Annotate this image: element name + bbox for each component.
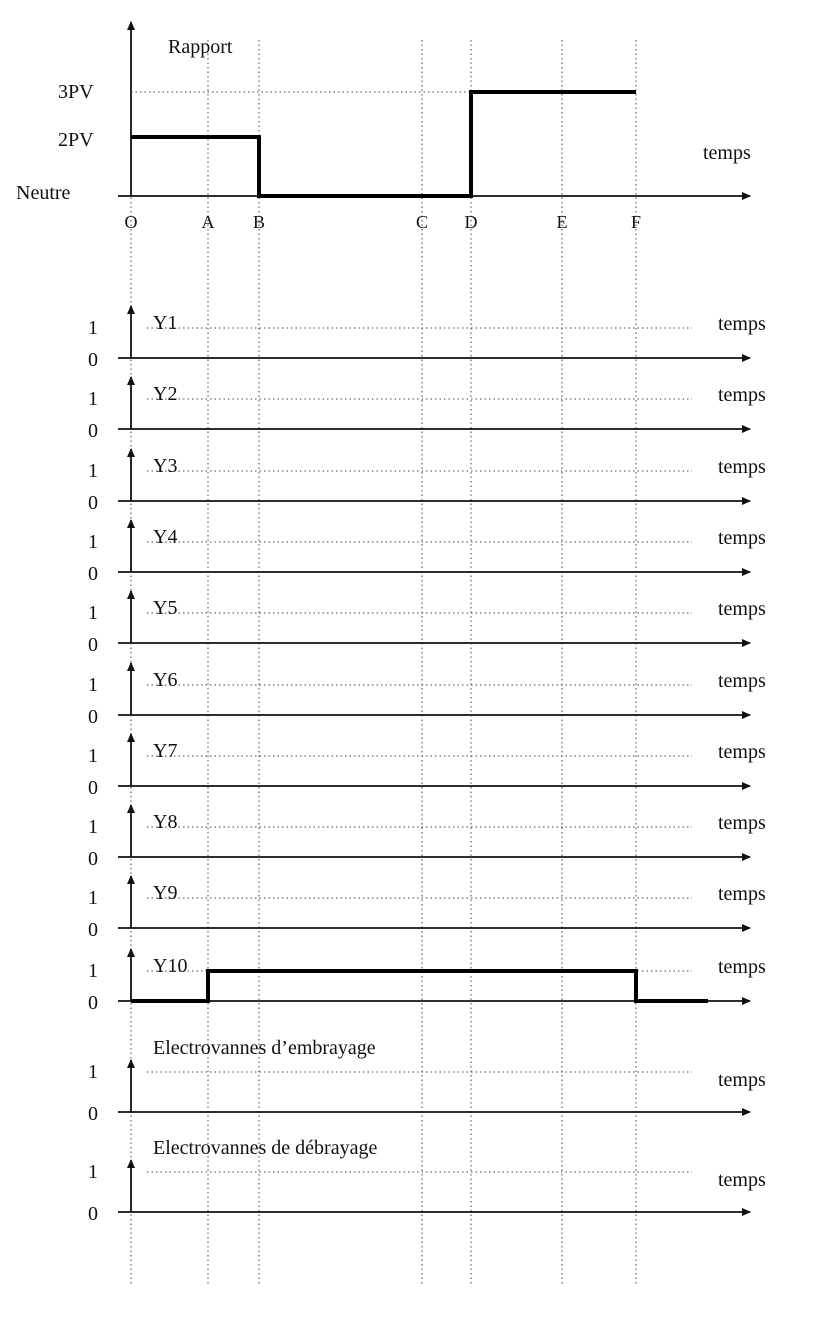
row-1-high-value: 1	[88, 317, 98, 339]
time-mark-B: B	[252, 212, 266, 232]
rapport-signal	[131, 92, 636, 196]
row-11	[88, 1037, 766, 1125]
row-3-high-value: 1	[88, 460, 98, 482]
row-10	[88, 949, 766, 1014]
row-5-high-value: 1	[88, 602, 98, 624]
row-5-axis-label: temps	[718, 598, 766, 620]
row-1-low-value: 0	[88, 349, 98, 371]
row-11-label: Electrovannes d’embrayage	[153, 1037, 376, 1059]
row-12-axis-label: temps	[718, 1169, 766, 1191]
row-3-low-value: 0	[88, 492, 98, 514]
time-mark-C: C	[415, 212, 429, 232]
time-mark-F: F	[630, 212, 642, 232]
row-10-axis-label: temps	[718, 956, 766, 978]
row-7-label: Y7	[153, 740, 178, 762]
level-label-2PV: 2PV	[58, 129, 94, 151]
row-3-axis-label: temps	[718, 456, 766, 478]
row-2-high-value: 1	[88, 388, 98, 410]
row-6-label: Y6	[153, 669, 178, 691]
level-label-Neutre: Neutre	[16, 182, 71, 204]
row-9-low-value: 0	[88, 919, 98, 941]
row-11-low-value: 0	[88, 1103, 98, 1125]
row-9-axis-label: temps	[718, 883, 766, 905]
level-label-3PV: 3PV	[58, 81, 94, 103]
time-mark-A: A	[201, 212, 215, 232]
row-5	[88, 591, 766, 656]
row-7-axis-label: temps	[718, 741, 766, 763]
row-6-low-value: 0	[88, 706, 98, 728]
signal-rows	[88, 306, 766, 1225]
row-1-label: Y1	[153, 312, 178, 334]
row-6	[88, 663, 766, 728]
row-9-label: Y9	[153, 882, 178, 904]
row-9	[88, 876, 766, 941]
row-3	[88, 449, 766, 514]
row-8-high-value: 1	[88, 816, 98, 838]
time-mark-O: O	[124, 212, 138, 232]
rapport-chart	[16, 22, 751, 232]
time-mark-D: D	[464, 212, 478, 232]
row-2	[88, 377, 766, 442]
top-chart-title: Rapport	[168, 36, 233, 58]
row-9-high-value: 1	[88, 887, 98, 909]
row-8-axis-label: temps	[718, 812, 766, 834]
row-12	[88, 1137, 766, 1225]
row-12-label: Electrovannes de débrayage	[153, 1137, 378, 1159]
row-2-axis-label: temps	[718, 384, 766, 406]
row-2-low-value: 0	[88, 420, 98, 442]
row-1	[88, 306, 766, 371]
row-4-low-value: 0	[88, 563, 98, 585]
row-4	[88, 520, 766, 585]
row-11-axis-label: temps	[718, 1069, 766, 1091]
row-8	[88, 805, 766, 870]
row-11-high-value: 1	[88, 1061, 98, 1083]
row-5-low-value: 0	[88, 634, 98, 656]
row-3-label: Y3	[153, 455, 178, 477]
row-4-label: Y4	[153, 526, 178, 548]
row-4-high-value: 1	[88, 531, 98, 553]
row-5-label: Y5	[153, 597, 178, 619]
top-x-axis-label: temps	[703, 142, 751, 164]
row-12-low-value: 0	[88, 1203, 98, 1225]
row-10-label: Y10	[153, 955, 188, 977]
time-mark-E: E	[556, 212, 568, 232]
row-10-signal	[131, 971, 708, 1001]
row-4-axis-label: temps	[718, 527, 766, 549]
row-10-low-value: 0	[88, 992, 98, 1014]
row-8-low-value: 0	[88, 848, 98, 870]
row-7-high-value: 1	[88, 745, 98, 767]
row-2-label: Y2	[153, 383, 178, 405]
row-10-high-value: 1	[88, 960, 98, 982]
row-7	[88, 734, 766, 799]
row-12-high-value: 1	[88, 1161, 98, 1183]
row-8-label: Y8	[153, 811, 178, 833]
row-1-axis-label: temps	[718, 313, 766, 335]
row-6-high-value: 1	[88, 674, 98, 696]
row-6-axis-label: temps	[718, 670, 766, 692]
row-7-low-value: 0	[88, 777, 98, 799]
